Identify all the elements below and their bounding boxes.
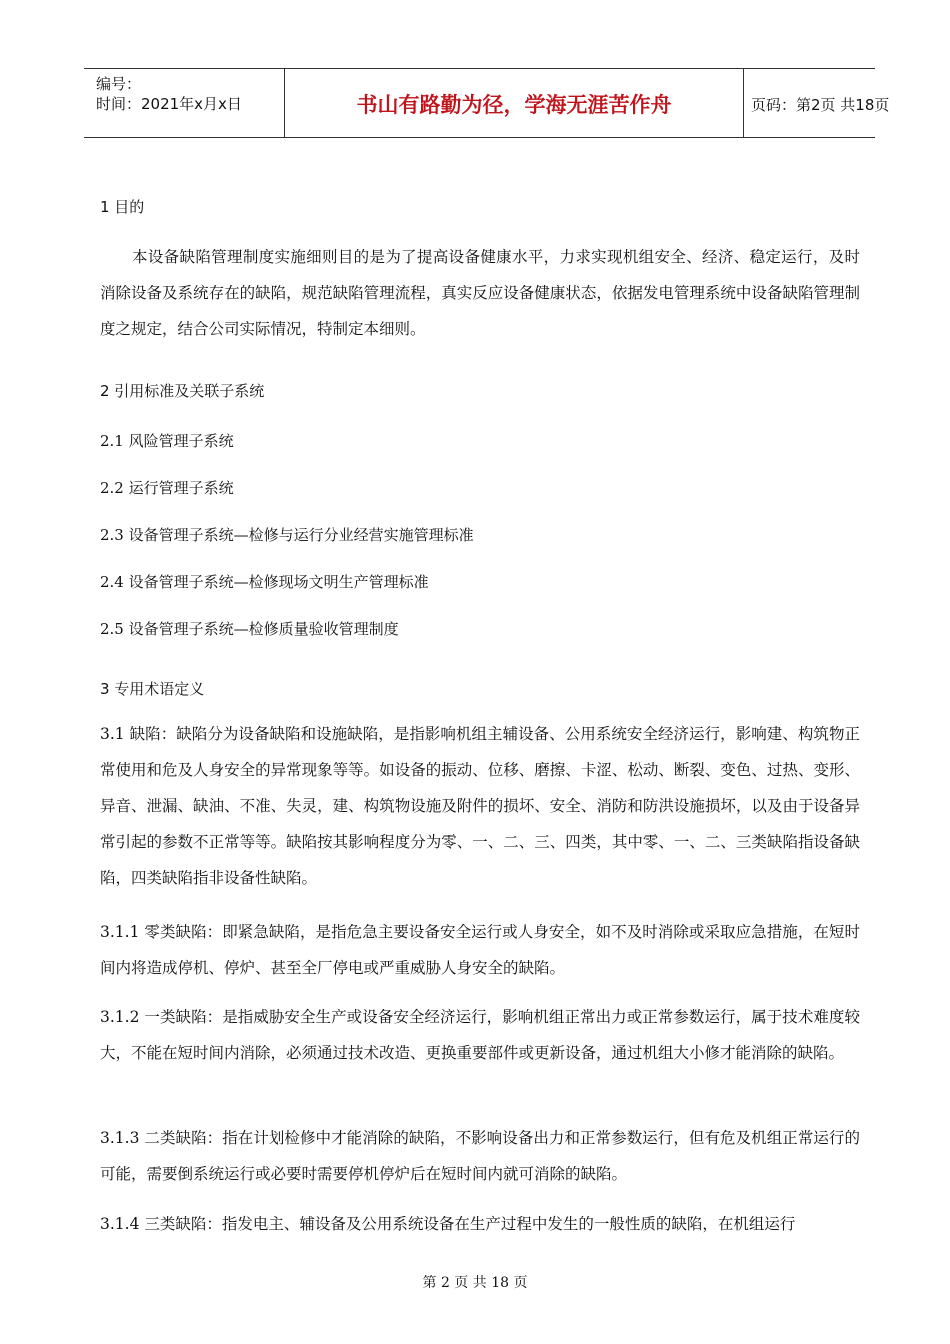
- section-2-item: 2.1 风险管理子系统: [100, 432, 234, 450]
- definition-paragraph: 3.1.3 二类缺陷：指在计划检修中才能消除的缺陷，不影响设备出力和正常参数运行，但有危及机组正常运行的可能，需要倒系统运行或必要时需要停机停炉后在短时间内就可消除的缺陷。: [100, 1129, 860, 1183]
- section-2-item: 2.2 运行管理子系统: [100, 479, 234, 497]
- header-center-cell: [284, 69, 744, 137]
- header-motto: 书山有路勤为径，学海无涯苦作舟: [356, 93, 672, 117]
- section-2-item: 2.3 设备管理子系统—检修与运行分业经营实施管理标准: [100, 526, 474, 544]
- definition-paragraph: 3.1.1 零类缺陷：即紧急缺陷，是指危急主要设备安全运行或人身安全，如不及时消除或采取应急措施，在短时间内将造成停机、停炉、甚至全厂停电或严重威胁人身安全的缺陷。: [100, 923, 860, 977]
- section-2-title: 2 引用标准及关联子系统: [100, 382, 265, 400]
- header-table: [84, 68, 890, 138]
- page-footer: 第 2 页 共 18 页: [422, 1275, 528, 1291]
- section-1-title: 1 目的: [100, 198, 145, 216]
- header-right-cell: [743, 69, 890, 137]
- definition-paragraph: 3.1.4 三类缺陷：指发电主、辅设备及公用系统设备在生产过程中发生的一般性质的缺陷，在机组运行: [100, 1215, 796, 1233]
- document-time-label: 时间：2021年x月x日: [96, 95, 242, 113]
- section-2-item: 2.4 设备管理子系统—检修现场文明生产管理标准: [100, 573, 429, 591]
- section-1-paragraph: 本设备缺陷管理制度实施细则目的是为了提高设备健康水平，力求实现机组安全、经济、稳定运行，及时消除设备及系统存在的缺陷，规范缺陷管理流程，真实反应设备健康状态，依据发电管理系统中设备缺陷管理制度之规定，结合公司实际情况，特制定本细则。: [100, 248, 860, 338]
- section-3-title: 3 专用术语定义: [100, 680, 205, 698]
- document-number-label: 编号：: [96, 75, 142, 93]
- section-2-item: 2.5 设备管理子系统—检修质量验收管理制度: [100, 620, 399, 638]
- definition-paragraph: 3.1 缺陷：缺陷分为设备缺陷和设施缺陷，是指影响机组主辅设备、公用系统安全经济运行，影响建、构筑物正常使用和危及人身安全的异常现象等等。如设备的振动、位移、磨擦、卡涩、松动、断裂、变色、过热、变形、异音、泄漏、缺油、不准、失灵，建、构筑物设施及附件的损坏、安全、消防和防洪设施损坏，以及由于设备异常引起的参数不正常等等。缺陷按其影响程度分为零、一、二、三、四类，其中零、一、二、三类缺陷指设备缺陷，四类缺陷指非设备性缺陷。: [100, 725, 860, 887]
- definition-paragraph: 3.1.2 一类缺陷：是指威胁安全生产或设备安全经济运行，影响机组正常出力或正常参数运行，属于技术难度较大，不能在短时间内消除，必须通过技术改造、更换重要部件或更新设备，通过机组大小修才能消除的缺陷。: [100, 1008, 860, 1062]
- header-left-cell: [84, 69, 284, 137]
- header-page-number: 页码：第2页 共18页: [751, 96, 890, 114]
